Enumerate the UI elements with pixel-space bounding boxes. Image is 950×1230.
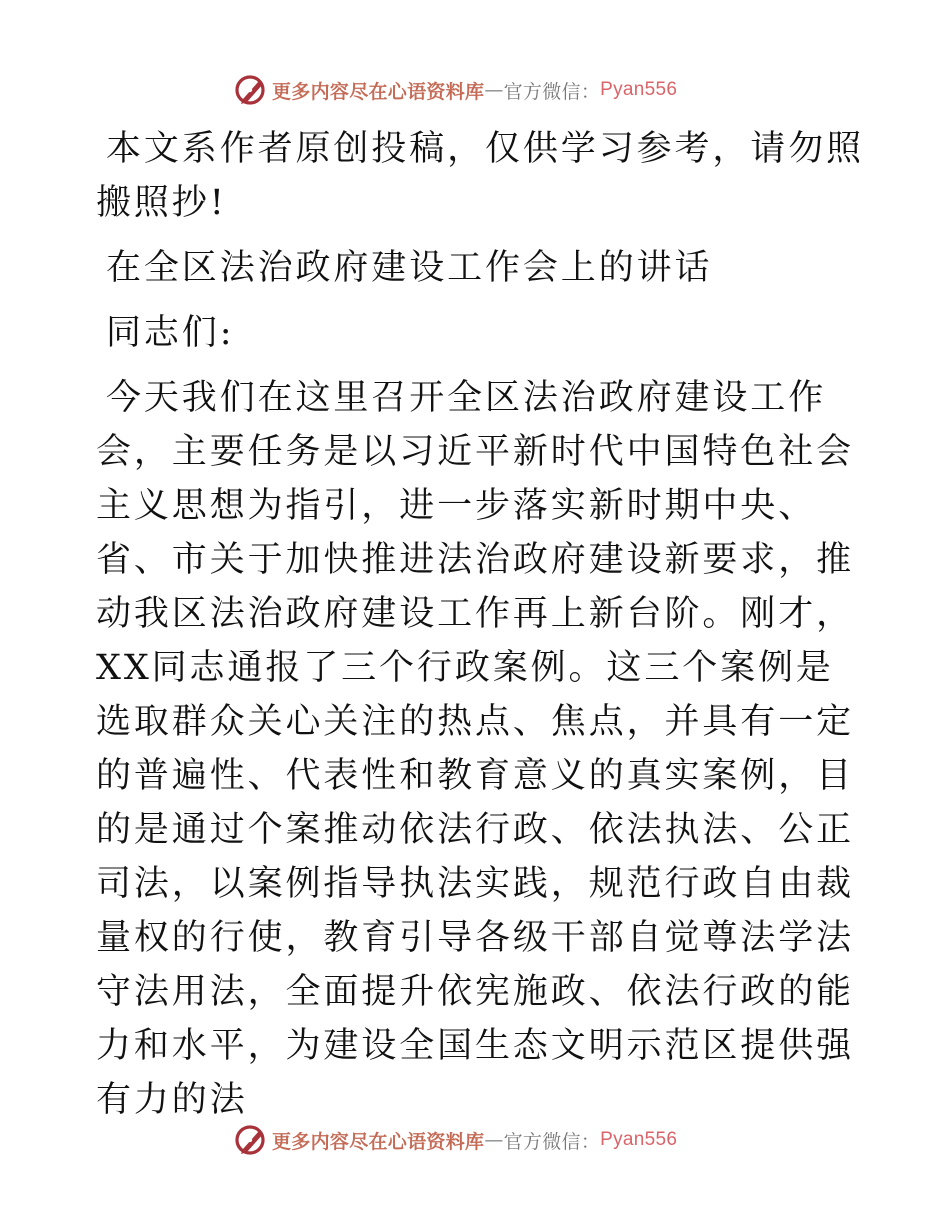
watermark-main-text: 更多内容尽在心语资料库 xyxy=(272,1130,485,1153)
watermark-main-text: 更多内容尽在心语资料库 xyxy=(272,80,485,103)
watermark-dash: — xyxy=(484,1129,504,1151)
watermark-official-label: 官方微信： xyxy=(503,80,601,103)
copyright-notice: 本文系作者原创投稿，仅供学习参考，请勿照搬照抄! xyxy=(96,129,865,223)
watermark-official-label: 官方微信： xyxy=(503,1130,601,1153)
document-title: 在全区法治政府建设工作会上的讲话 xyxy=(106,248,713,288)
footer-watermark xyxy=(234,1122,677,1158)
header-watermark xyxy=(234,72,677,108)
pen-circle-logo-icon xyxy=(234,1123,268,1157)
watermark-dash: — xyxy=(484,79,504,101)
pen-circle-logo-icon xyxy=(234,73,268,107)
salutation: 同志们: xyxy=(106,313,235,353)
watermark-wechat-id: Pyan556 xyxy=(600,79,678,100)
body-paragraph: 今天我们在这里召开全区法治政府建设工作会，主要任务是以习近平新时代中国特色社会主义思想为指引，进一步落实新时期中央、省、市关于加快推进法治政府建设新要求，推动我区法治政府建设工作再上新台阶。刚才，XX同志通报了三个行政案例。这三个案例是选取群众关心关注的热点、焦点，并具有一定的普遍性、代表性和教育意义的真实案例，目的是通过个案推动依法行政、依法执法、公正司法，以案例指导执法实践，规范行政自由裁量权的行使，教育引导各级干部自觉尊法学法守法用法，全面提升依宪施政、依法行政的能力和水平，为建设全国生态文明示范区提供强有力的法 xyxy=(96,378,855,1120)
document-body xyxy=(96,122,866,1127)
watermark-wechat-id: Pyan556 xyxy=(600,1129,678,1150)
